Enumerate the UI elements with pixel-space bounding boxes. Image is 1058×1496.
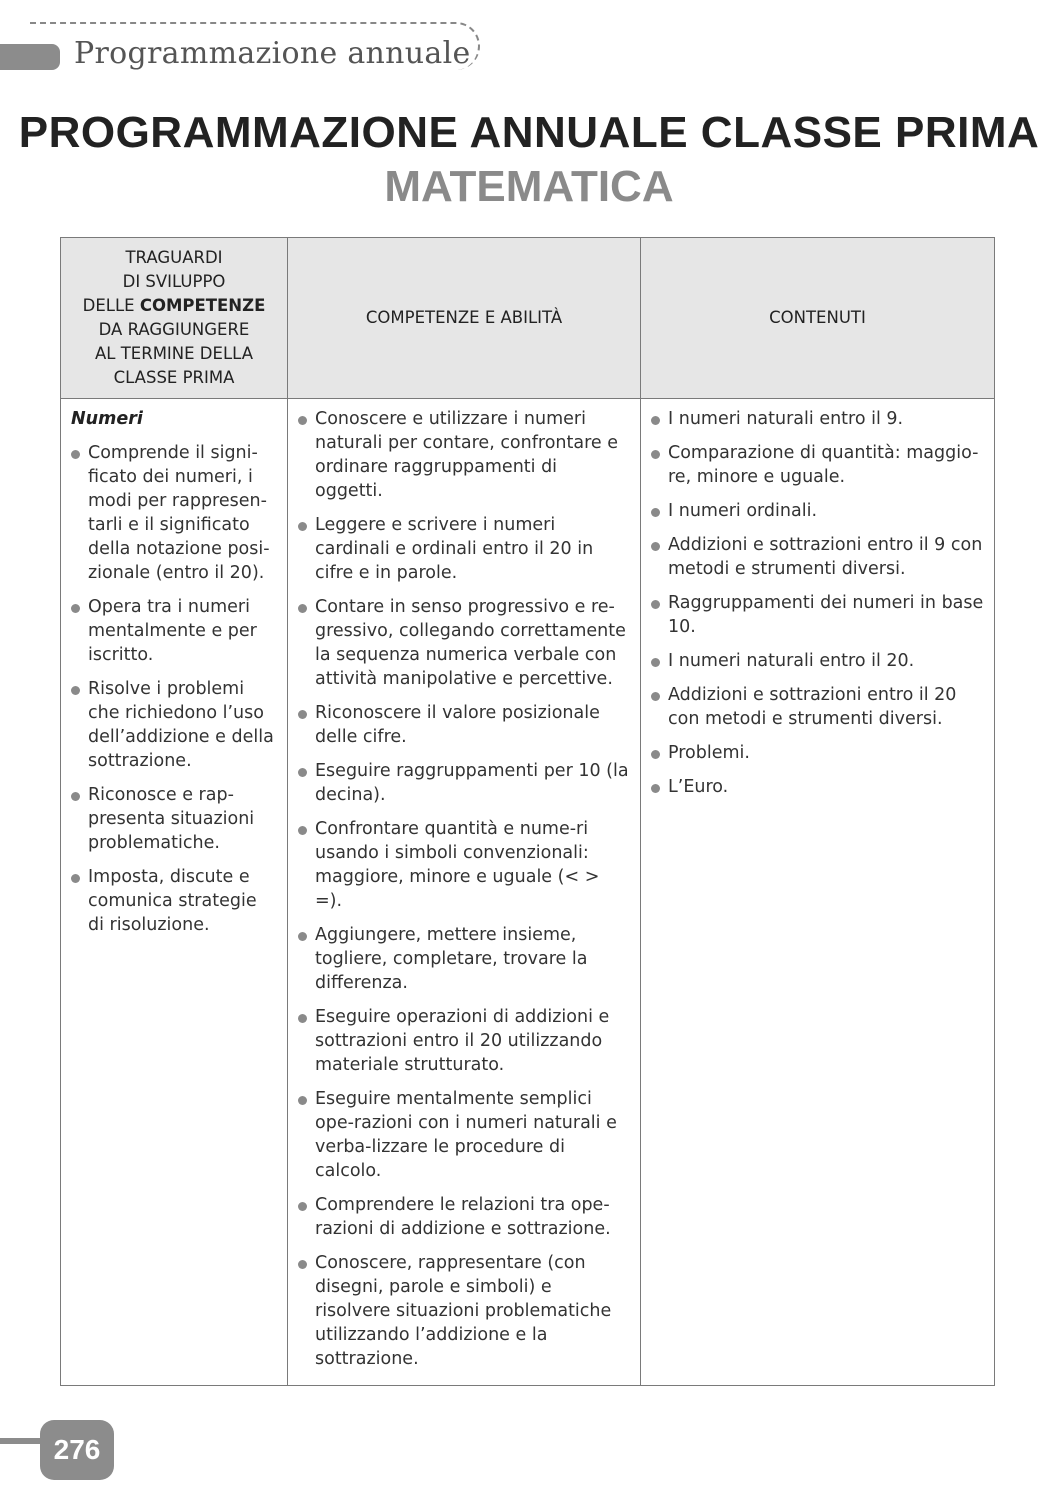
bullet-icon xyxy=(651,542,660,551)
list-item-text: Contare in senso progressivo e re-gressivo, collegando correttamente la sequenza numerica verbale con attività manipolative e percettive. xyxy=(315,597,626,689)
list-item-text: Confrontare quantità e nume-ri usando i simboli convenzionali: maggiore, minore e uguale (< > =). xyxy=(315,819,600,911)
list-item-text: Comprendere le relazioni tra ope-razioni di addizione e sottrazione. xyxy=(315,1195,611,1239)
list-item-text: I numeri naturali entro il 9. xyxy=(668,409,904,429)
competenze-list xyxy=(298,407,630,1371)
header-traguardi-line: TRAGUARDI xyxy=(125,248,223,267)
list-item-text: I numeri naturali entro il 20. xyxy=(668,651,915,671)
bullet-icon xyxy=(651,600,660,609)
list-item-text: Comparazione di quantità: maggio-re, minore e uguale. xyxy=(668,443,979,487)
list-item xyxy=(298,513,630,585)
header-traguardi-line xyxy=(67,294,281,318)
header-traguardi-line: DA RAGGIUNGERE xyxy=(98,320,250,339)
list-item-text: Imposta, discute e comunica strategie di risoluzione. xyxy=(88,867,257,935)
banner-tab xyxy=(0,44,60,70)
bullet-icon xyxy=(298,768,307,777)
list-item xyxy=(71,677,277,773)
list-item xyxy=(651,499,984,523)
bullet-icon xyxy=(298,1014,307,1023)
list-item xyxy=(298,759,630,807)
bullet-icon xyxy=(651,750,660,759)
list-item xyxy=(71,595,277,667)
bullet-icon xyxy=(651,658,660,667)
competenze-cell xyxy=(288,399,641,1386)
list-item-text: Addizioni e sottrazioni entro il 9 con metodi e strumenti diversi. xyxy=(668,535,983,579)
list-item xyxy=(71,441,277,585)
bullet-icon xyxy=(298,522,307,531)
list-item-text: Conoscere e utilizzare i numeri naturali per contare, confrontare e ordinare raggruppamenti di oggetti. xyxy=(315,409,618,501)
list-item xyxy=(298,1087,630,1183)
page-title: PROGRAMMAZIONE ANNUALE CLASSE PRIMA xyxy=(18,108,1040,157)
list-item xyxy=(298,595,630,691)
list-item xyxy=(298,817,630,913)
list-item xyxy=(298,407,630,503)
contenuti-cell xyxy=(641,399,995,1386)
bullet-icon xyxy=(298,1202,307,1211)
bullet-icon xyxy=(71,792,80,801)
header-traguardi-line: DI SVILUPPO xyxy=(122,272,226,291)
list-item-text: Riconoscere il valore posizionale delle cifre. xyxy=(315,703,600,747)
list-item xyxy=(298,1251,630,1371)
traguardi-list xyxy=(71,441,277,937)
bullet-icon xyxy=(71,874,80,883)
list-item xyxy=(298,1005,630,1077)
list-item xyxy=(651,591,984,639)
bullet-icon xyxy=(651,508,660,517)
page-number: 276 xyxy=(40,1420,114,1480)
bullet-icon xyxy=(298,710,307,719)
contenuti-list xyxy=(651,407,984,799)
header-competenze: COMPETENZE E ABILITÀ xyxy=(288,238,641,399)
list-item-text: Eseguire raggruppamenti per 10 (la decina). xyxy=(315,761,629,805)
list-item-text: Conoscere, rappresentare (con disegni, parole e simboli) e risolvere situazioni problematiche utilizzando l’addizione e la sottrazione. xyxy=(315,1253,612,1369)
bullet-icon xyxy=(651,450,660,459)
list-item-text: Eseguire operazioni di addizioni e sottrazioni entro il 20 utilizzando materiale strutturato. xyxy=(315,1007,610,1075)
list-item-text: Aggiungere, mettere insieme, togliere, completare, trovare la differenza. xyxy=(315,925,588,993)
section-banner xyxy=(0,22,500,82)
list-item xyxy=(651,649,984,673)
list-item-text: Opera tra i numeri mentalmente e per iscritto. xyxy=(88,597,257,665)
traguardi-cell xyxy=(61,399,288,1386)
list-item-text: Leggere e scrivere i numeri cardinali e ordinali entro il 20 in cifre e in parole. xyxy=(315,515,594,583)
list-item xyxy=(651,441,984,489)
list-item xyxy=(71,865,277,937)
list-item xyxy=(651,533,984,581)
bullet-icon xyxy=(298,416,307,425)
section-title-numeri: Numeri xyxy=(71,409,143,429)
bullet-icon xyxy=(651,784,660,793)
list-item-text: Problemi. xyxy=(668,743,750,763)
list-item xyxy=(651,775,984,799)
list-item-text: I numeri ordinali. xyxy=(668,501,818,521)
list-item-text: Raggruppamenti dei numeri in base 10. xyxy=(668,593,984,637)
header-traguardi-line: CLASSE PRIMA xyxy=(113,368,235,387)
list-item xyxy=(298,923,630,995)
bullet-icon xyxy=(71,450,80,459)
header-traguardi xyxy=(61,238,288,399)
list-item-text: Eseguire mentalmente semplici ope-razioni con i numeri naturali e verba-lizzare le procedure di calcolo. xyxy=(315,1089,617,1181)
bullet-icon xyxy=(298,1096,307,1105)
table-header-row xyxy=(61,238,995,399)
page-subtitle: MATEMATICA xyxy=(384,162,674,211)
list-item xyxy=(651,683,984,731)
bullet-icon xyxy=(298,932,307,941)
list-item xyxy=(651,407,984,431)
table-row xyxy=(61,399,995,1386)
list-item-text: Addizioni e sottrazioni entro il 20 con metodi e strumenti diversi. xyxy=(668,685,957,729)
header-contenuti: CONTENUTI xyxy=(641,238,995,399)
header-traguardi-bold: COMPETENZE xyxy=(139,296,266,315)
list-item-text: Risolve i problemi che richiedono l’uso dell’addizione e della sottrazione. xyxy=(88,679,274,771)
list-item xyxy=(298,1193,630,1241)
bullet-icon xyxy=(71,604,80,613)
list-item-text: Riconosce e rap-presenta situazioni problematiche. xyxy=(88,785,255,853)
programming-table xyxy=(60,237,995,1386)
bullet-icon xyxy=(651,692,660,701)
header-traguardi-line: AL TERMINE DELLA xyxy=(95,344,253,363)
list-item xyxy=(651,741,984,765)
bullet-icon xyxy=(298,1260,307,1269)
list-item xyxy=(298,701,630,749)
bullet-icon xyxy=(71,686,80,695)
bullet-icon xyxy=(298,604,307,613)
bullet-icon xyxy=(651,416,660,425)
list-item-text: L’Euro. xyxy=(668,777,729,797)
bullet-icon xyxy=(298,826,307,835)
header-traguardi-text: DELLE xyxy=(82,296,140,315)
list-item-text: Comprende il signi-ficato dei numeri, i modi per rappresen-tarli e il significato della notazione posi-zionale (entro il 20). xyxy=(88,443,270,583)
banner-title: Programmazione annuale xyxy=(74,36,471,71)
list-item xyxy=(71,783,277,855)
